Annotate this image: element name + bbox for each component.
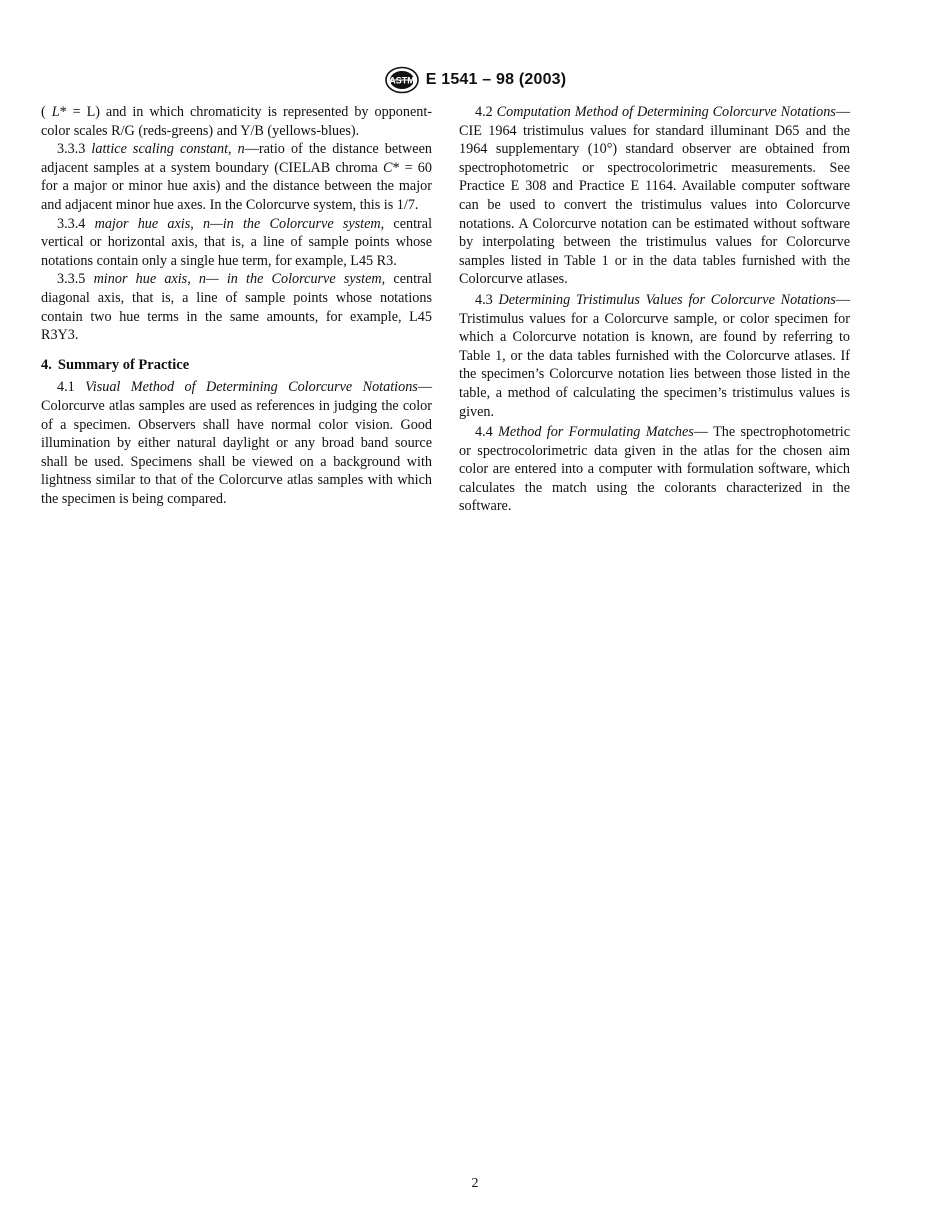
paragraph-4-2: 4.2 Computation Method of Determining Colorcurve Notations—CIE 1964 tristimulus values for standard illuminant D65 and the 1964 supplementary (10°) standard observer are obtained from spectrophotometric or spectrocolorimetric measurements. See Practice E 308 and Practice E 1164. Available computer software can be used to convert the tristimulus values into Colorcurve notations. A Colorcurve notation can be estimated without software by interpolating between the tristimulus values for Colorcurve samples listed in Table 1 or in the data tables furnished with the Colorcurve atlases. — [459, 104, 850, 288]
paragraph-4-4: 4.4 Method for Formulating Matches— The spectrophotometric or spectrocolorimetric data given in the atlas for the chosen aim color are entered into a computer with formulation software, which calculates the match using the colorants characterized in the software. — [459, 424, 850, 515]
paragraph-4-1: 4.1 Visual Method of Determining Colorcurve Notations—Colorcurve atlas samples are used as references in judging the color of a specimen. Observers shall have normal color vision. Good illumination by either natural daylight or any broad band source shall be used. Specimens shall be viewed on a background with lightness similar to that of the Colorcurve atlas samples with which the specimen is being compared. — [41, 379, 432, 507]
title-determining-tristimulus: Determining Tristimulus Values for Colorcurve Notations — [498, 291, 836, 308]
section-4-heading: 4. Summary of Practice — [41, 356, 190, 373]
paragraph-continuation: ( L* = L) and in which chromaticity is represented by opponent-color scales R/G (reds-greens) and Y/B (yellows-blues). — [41, 104, 433, 139]
paragraph-3-3-4: 3.3.4 major hue axis, n—in the Colorcurve system, central vertical or horizontal axis, that is, a line of sample points whose notations contain only a single hue term, for example, L45 R3. — [41, 215, 433, 269]
page-header — [0, 66, 950, 94]
astm-logo-icon — [384, 66, 420, 94]
title-computation-method: Computation Method of Determining Colorcurve Notations — [496, 104, 836, 120]
left-column — [41, 103, 432, 508]
title-visual-method: Visual Method of Determining Colorcurve Notations — [85, 379, 418, 396]
page-number: 2 — [471, 1176, 479, 1191]
term-minor-hue-axis: minor hue axis — [93, 271, 188, 288]
paragraph-3-3-3: 3.3.3 lattice scaling constant, n—ratio of the distance between adjacent samples at a system boundary (CIELAB chroma C* = 60 for a major or minor hue axis) and the distance between the major and adjacent minor hue axes. In the Colorcurve system, this is 1/7. — [41, 141, 432, 213]
term-major-hue-axis: major hue axis — [94, 215, 191, 232]
term-lattice-scaling-constant: lattice scaling constant — [91, 141, 229, 158]
title-formulating-matches: Method for Formulating Matches — [498, 424, 694, 441]
standard-designation: E 1541 – 98 (2003) — [425, 71, 567, 88]
paragraph-4-3: 4.3 Determining Tristimulus Values for Colorcurve Notations—Tristimulus values for a Colorcurve sample, or color specimen for which a Colorcurve notation is known, are found by referring to Table 1, or the data tables furnished with the Colorcurve atlases. If the specimen’s Colorcurve notation lies between those listed in the table, a method of calculating the specimen’s tristimulus values is given. — [459, 291, 851, 420]
logo-text: ASTM — [388, 75, 415, 86]
right-column — [459, 103, 850, 516]
paragraph-3-3-5: 3.3.5 minor hue axis, n— in the Colorcurve system, central diagonal axis, that is, a line of sample points whose notations contain two hue terms in the same amounts, for example, L45 R3Y3. — [41, 271, 432, 344]
